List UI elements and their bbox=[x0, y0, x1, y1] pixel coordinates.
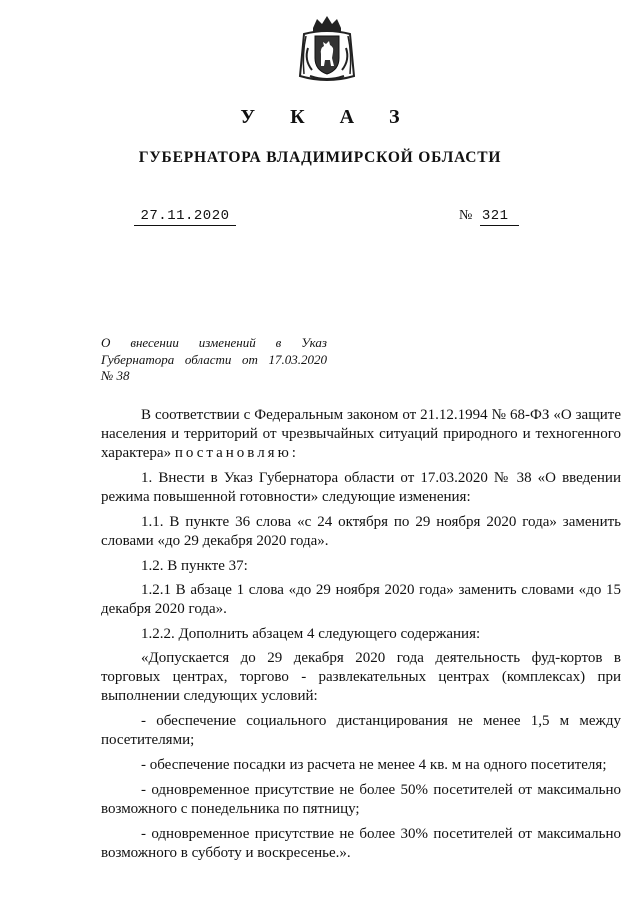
paragraph-1: 1. Внести в Указ Губернатора области от 17.03.2020 № 38 «О введении режима повышенной готовности» следующие изменения: bbox=[101, 470, 621, 505]
condition-3: - одновременное присутствие не более 50% посетителей от максимально возможного с понедельника по пятницу; bbox=[101, 782, 621, 817]
decree-number-block bbox=[459, 208, 519, 226]
paragraph-intro bbox=[101, 406, 621, 463]
decree-word: постановляю bbox=[174, 445, 292, 461]
document-subtitle: ГУБЕРНАТОРА ВЛАДИМИРСКОЙ ОБЛАСТИ bbox=[138, 149, 502, 166]
decree-date: 27.11.2020 bbox=[134, 208, 236, 226]
document-title: У К А З bbox=[240, 106, 415, 128]
decree-colon: : bbox=[291, 445, 296, 461]
heading-line-1: О внесении изменений в Указ bbox=[101, 335, 327, 350]
paragraph-1-2: 1.2. В пункте 37: bbox=[141, 558, 248, 574]
number-sign: № bbox=[459, 208, 473, 223]
condition-2: - обеспечение посадки из расчета не менее 4 кв. м на одного посетителя; bbox=[141, 757, 607, 773]
coat-of-arms-icon bbox=[296, 14, 358, 86]
heading-line-2: Губернатора области от 17.03.2020 bbox=[101, 351, 327, 367]
decree-subject-heading bbox=[101, 335, 327, 385]
condition-4: - одновременное присутствие не более 30% посетителей от максимально возможного в субботу и воскресенье.». bbox=[101, 826, 621, 861]
paragraph-1-1: 1.1. В пункте 36 слова «с 24 октября по 29 ноября 2020 года» заменить словами «до 29 декабря 2020 года». bbox=[101, 514, 621, 549]
decree-number: 321 bbox=[480, 208, 519, 226]
paragraph-1-2-2: 1.2.2. Дополнить абзацем 4 следующего содержания: bbox=[141, 626, 481, 642]
intro-text: В соответствии с Федеральным законом от 21.12.1994 № 68-ФЗ «О защите населения и территорий от чрезвычайных ситуаций природного и техногенного характера» bbox=[101, 407, 621, 461]
decree-body bbox=[101, 406, 621, 869]
paragraph-quote: «Допускается до 29 декабря 2020 года деятельность фуд-кортов в торговых центрах, торгово - развлекательных центрах (комплексах) при выполнении следующих условий: bbox=[101, 650, 621, 704]
heading-line-3: № 38 bbox=[101, 368, 130, 383]
condition-1: - обеспечение социального дистанцирования не менее 1,5 м между посетителями; bbox=[101, 713, 621, 748]
paragraph-1-2-1: 1.2.1 В абзаце 1 слова «до 29 ноября 2020 года» заменить словами «до 15 декабря 2020 года». bbox=[101, 582, 621, 617]
